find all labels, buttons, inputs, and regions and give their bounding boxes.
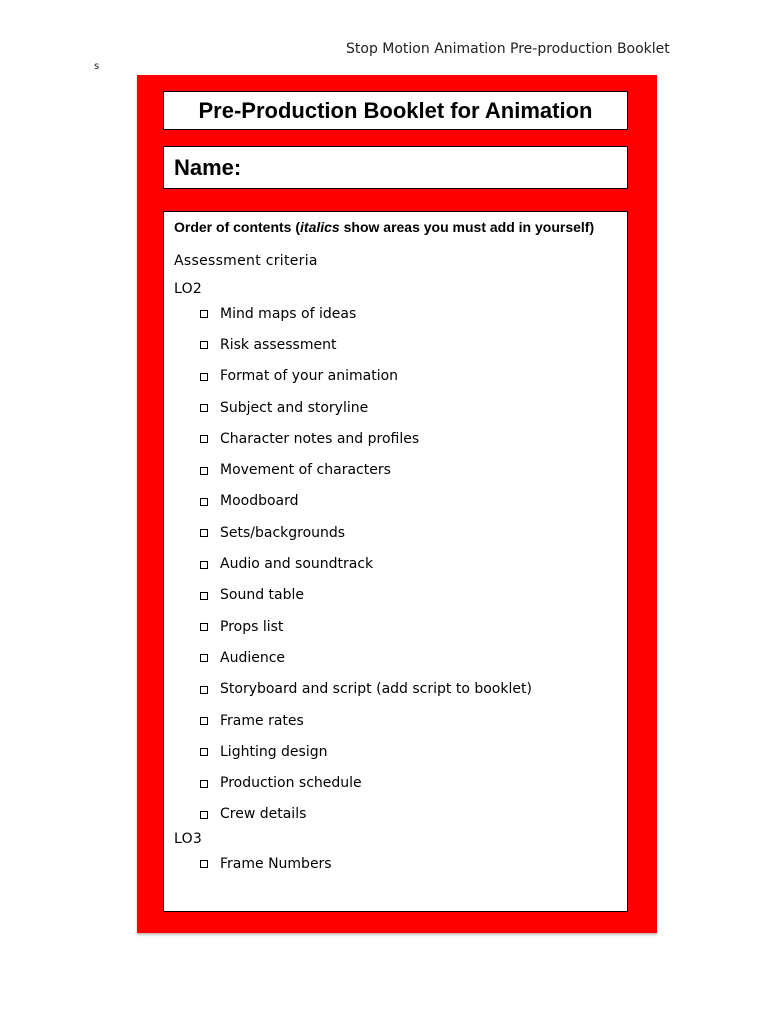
checklist-item-label: Props list [220,618,284,635]
name-box [163,146,628,189]
checklist-item-label: Frame Numbers [220,855,332,872]
checkbox-icon [174,683,220,696]
checkbox-icon [174,307,220,320]
checkbox-icon [174,857,220,870]
checkbox-icon [174,651,220,664]
checklist-item-label: Production schedule [220,775,362,792]
checklist-item-label: Crew details [220,806,307,823]
checkbox-icon [174,589,220,602]
checklist-item-label: Audio and soundtrack [220,556,374,573]
checklist-item-label: Risk assessment [220,336,337,353]
checklist-item [174,361,617,392]
checklist-item [174,517,617,548]
checklist-item-label: Movement of characters [220,462,391,479]
checklist-item-label: Character notes and profiles [220,430,420,447]
checklist-item [174,848,617,879]
checkbox-icon [174,338,220,351]
checklist-item [174,548,617,579]
checkbox-icon [174,401,220,414]
checklist-item [174,799,617,830]
checklist-item [174,642,617,673]
margin-mark: s [94,61,100,72]
contents-heading-prefix: Order of contents ( [174,219,301,235]
section-label-lo2: LO2 [174,281,203,297]
checkbox-icon [174,745,220,758]
checklist-item-label: Moodboard [220,493,299,510]
lo3-checklist [174,848,617,879]
lo2-checklist [174,298,617,830]
title-box [163,91,628,130]
checkbox-icon [174,808,220,821]
checklist-item [174,705,617,736]
booklet-cover-panel [137,75,657,933]
checklist-item-label: Sound table [220,587,304,604]
checklist-item [174,423,617,454]
checkbox-icon [174,620,220,633]
checklist-item [174,611,617,642]
checklist-item [174,736,617,767]
checkbox-icon [174,558,220,571]
checklist-item [174,674,617,705]
checklist-item-label: Format of your animation [220,368,399,385]
checklist-item [174,392,617,423]
checkbox-icon [174,464,220,477]
checklist-item-label: Sets/backgrounds [220,524,346,541]
booklet-title: Pre-Production Booklet for Animation [198,97,593,123]
name-label: Name: [174,154,242,180]
checkbox-icon [174,526,220,539]
contents-heading [174,218,617,240]
checkbox-icon [174,777,220,790]
checklist-item [174,329,617,360]
checklist-item [174,486,617,517]
running-header: Stop Motion Animation Pre-production Booklet [346,41,670,57]
checkbox-icon [174,714,220,727]
contents-box [163,211,628,912]
checklist-item [174,454,617,485]
checklist-item-label: Audience [220,649,286,666]
checklist-item-label: Subject and storyline [220,399,369,416]
assessment-criteria-label: Assessment criteria [174,253,318,269]
checkbox-icon [174,432,220,445]
checklist-item [174,298,617,329]
checkbox-icon [174,495,220,508]
section-label-lo3: LO3 [174,831,203,848]
checklist-item [174,580,617,611]
checklist-item-label: Mind maps of ideas [220,305,357,322]
contents-heading-suffix: show areas you must add in yourself) [339,219,595,235]
checklist-item-label: Storyboard and script (add script to booklet) [220,681,532,698]
checklist-item [174,767,617,798]
checkbox-icon [174,370,220,383]
checklist-item-label: Lighting design [220,743,328,760]
checklist-item-label: Frame rates [220,712,304,729]
contents-heading-italic: italics [300,219,340,235]
